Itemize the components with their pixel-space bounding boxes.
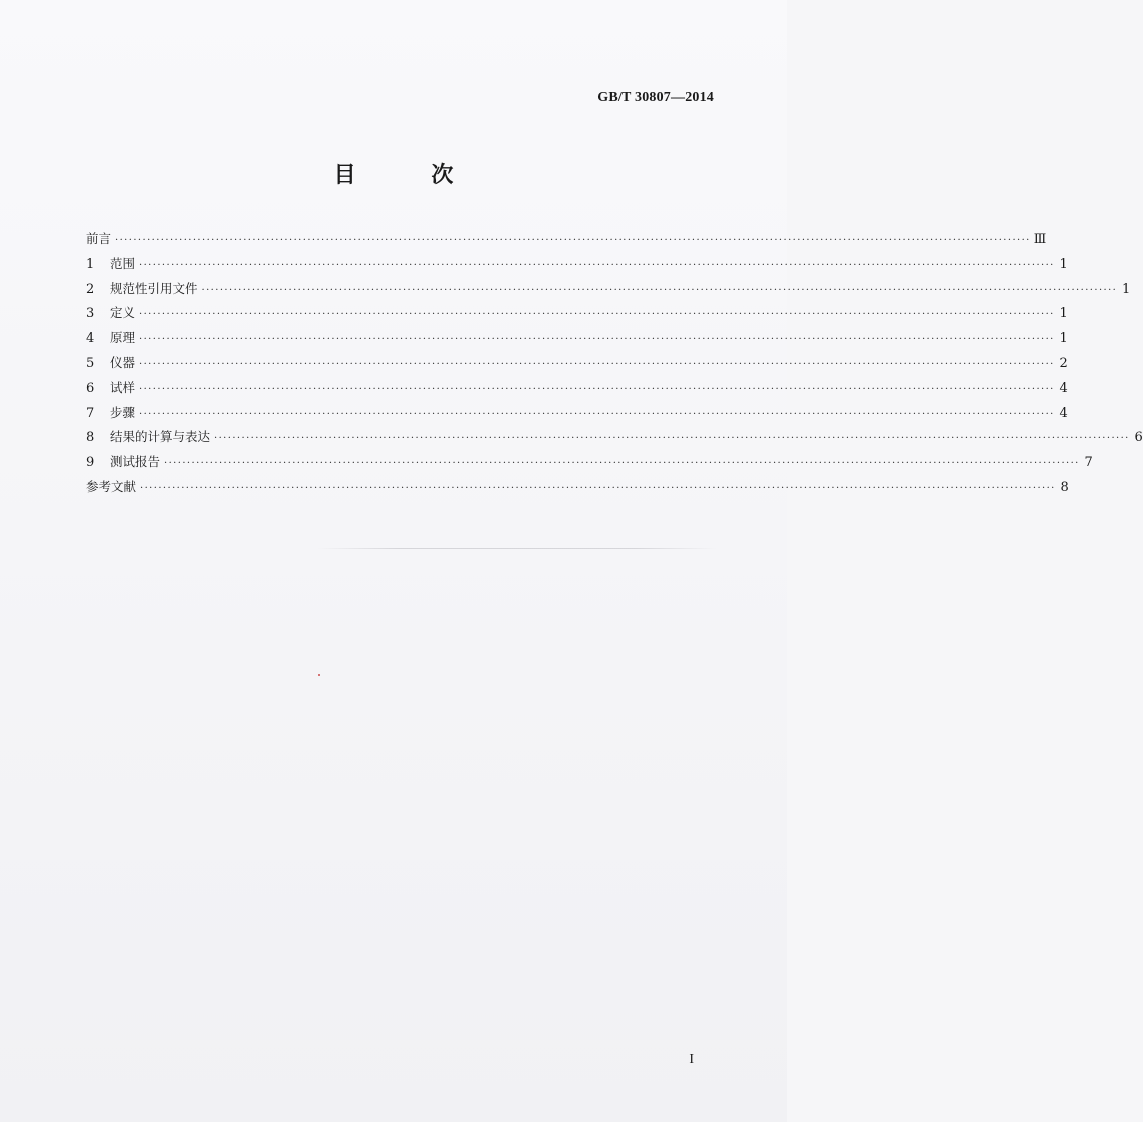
toc-leader: ········································································································································································································ xyxy=(139,383,1055,395)
toc-entry-number: 4 xyxy=(86,331,95,347)
toc-leader: ········································································································································································································ xyxy=(139,358,1055,370)
toc-entry-page: 1 xyxy=(1059,331,1068,347)
toc-entry-2[interactable] xyxy=(86,277,1131,302)
toc-entry-label: 规范性引用文件 xyxy=(110,280,198,296)
toc-entry-label: 试样 xyxy=(110,379,136,395)
toc-leader: ········································································································································································································ xyxy=(140,482,1056,494)
toc-entry-page: 4 xyxy=(1059,405,1068,421)
toc-entry-label: 仪器 xyxy=(110,354,136,370)
toc-leader: ········································································································································································································ xyxy=(201,284,1118,296)
toc-entry-label: 测试报告 xyxy=(110,454,161,470)
toc-entry-number: 9 xyxy=(86,455,95,471)
toc-leader: ········································································································································································································ xyxy=(139,334,1055,346)
toc-entry-number: 1 xyxy=(86,256,95,272)
toc-entry-page: 7 xyxy=(1084,455,1093,471)
toc-entry-label: 结果的计算与表达 xyxy=(110,429,211,445)
red-speck xyxy=(318,674,320,676)
toc-entry-page: 2 xyxy=(1059,355,1068,371)
toc-leader: ········································································································································································································ xyxy=(139,408,1055,420)
toc-entry-number: 6 xyxy=(86,380,95,396)
toc-leader: ········································································································································································································ xyxy=(115,235,1031,246)
toc-leader: ········································································································································································································ xyxy=(214,433,1130,445)
page-number: I xyxy=(689,1052,694,1067)
toc-entry-3[interactable] xyxy=(86,301,1068,326)
toc-entry-page: 8 xyxy=(1060,479,1069,495)
standard-code: GB/T 30807—2014 xyxy=(597,90,714,105)
faint-divider xyxy=(318,548,716,549)
toc-entry-label: 前言 xyxy=(86,231,112,246)
toc-entry-label: 原理 xyxy=(110,330,136,346)
toc-entry-page: 4 xyxy=(1059,380,1068,396)
toc-entry-1[interactable] xyxy=(86,252,1068,277)
toc-entry-page: 1 xyxy=(1059,256,1068,272)
toc-entry-6[interactable] xyxy=(86,376,1068,401)
toc-entry-7[interactable] xyxy=(86,401,1068,426)
toc-entry-number: 7 xyxy=(86,405,95,421)
toc-entry-label: 步骤 xyxy=(110,404,136,420)
toc-entry-9[interactable] xyxy=(86,450,1093,475)
toc-entry-label: 范围 xyxy=(110,255,136,271)
toc-entry-number: 3 xyxy=(86,306,95,322)
toc-entry-5[interactable] xyxy=(86,351,1068,376)
toc-entry-8[interactable] xyxy=(86,425,1143,450)
toc-entry-preface[interactable] xyxy=(86,227,1047,252)
toc-leader: ········································································································································································································ xyxy=(139,259,1055,271)
toc-leader: ········································································································································································································ xyxy=(139,309,1055,321)
toc-entry-number: 8 xyxy=(86,430,95,446)
toc-entry-4[interactable] xyxy=(86,326,1068,351)
toc-entry-number: 5 xyxy=(86,355,95,371)
toc-entry-references[interactable] xyxy=(86,475,1069,500)
toc-leader: ········································································································································································································ xyxy=(164,458,1080,470)
page-title: 目 次 xyxy=(333,163,488,188)
toc-entry-page: 6 xyxy=(1134,430,1143,446)
toc-entry-label: 定义 xyxy=(110,305,136,321)
toc-entry-page: 1 xyxy=(1121,281,1131,297)
toc-entry-page: Ⅲ xyxy=(1033,232,1047,247)
table-of-contents xyxy=(86,227,1143,500)
toc-entry-page: 1 xyxy=(1059,306,1068,322)
toc-entry-number: 2 xyxy=(86,281,95,297)
toc-entry-label: 参考文献 xyxy=(86,478,137,494)
